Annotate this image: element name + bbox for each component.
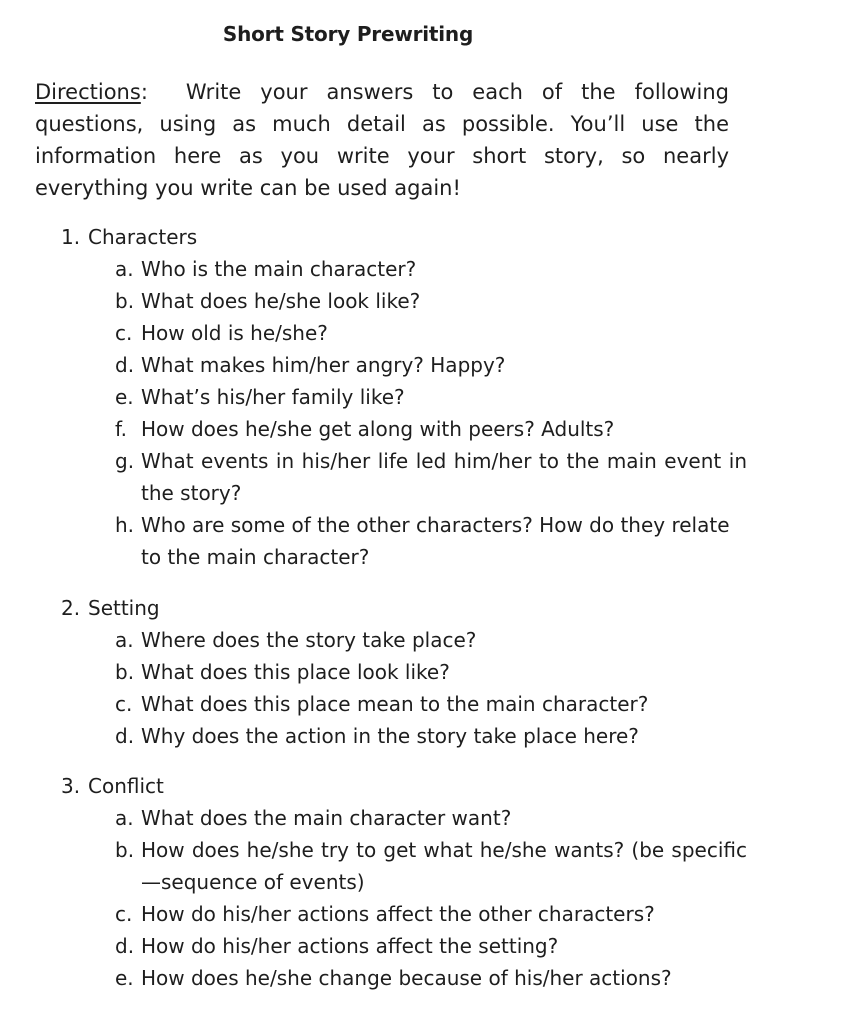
question-item (61, 930, 747, 962)
question-letter: a. (115, 806, 134, 830)
question-item (61, 253, 747, 285)
question-item (61, 962, 747, 994)
section-number: 1. (61, 225, 81, 249)
directions-label: Directions (35, 80, 141, 104)
question-letter: e. (115, 385, 134, 409)
question-text: Why does the action in the story take place here? (141, 724, 639, 748)
question-letter: e. (115, 966, 134, 990)
question-item (61, 445, 747, 509)
question-item (61, 834, 747, 898)
question-letter: c. (115, 902, 133, 926)
question-text: What’s his/her family like? (141, 385, 405, 409)
directions-colon: : (140, 80, 148, 104)
question-item (61, 802, 747, 834)
question-text: How does he/she get along with peers? Adults? (141, 417, 615, 441)
question-letter: f. (115, 417, 127, 441)
directions-paragraph (35, 76, 729, 204)
question-text: What events in his/her life led him/her to the main event in the story? (141, 449, 747, 505)
question-letter: d. (115, 353, 135, 377)
question-item (61, 624, 747, 656)
question-letter: d. (115, 724, 135, 748)
question-letter: b. (115, 838, 135, 862)
section-characters (61, 221, 761, 573)
section-title: Conflict (88, 774, 164, 798)
section-setting (61, 592, 761, 752)
question-text: How old is he/she? (141, 321, 328, 345)
question-item (61, 349, 747, 381)
section-number: 2. (61, 596, 81, 620)
section-heading (61, 592, 761, 624)
question-letter: g. (115, 449, 135, 473)
question-letter: a. (115, 628, 134, 652)
question-item (61, 688, 747, 720)
question-item (61, 285, 747, 317)
document-title: Short Story Prewriting (222, 22, 474, 46)
question-text: What does he/she look like? (141, 289, 421, 313)
question-text: How does he/she change because of his/her actions? (141, 966, 672, 990)
question-text: What does this place mean to the main character? (141, 692, 649, 716)
section-title: Characters (88, 225, 198, 249)
question-letter: d. (115, 934, 135, 958)
section-conflict (61, 770, 761, 994)
question-text: What makes him/her angry? Happy? (141, 353, 506, 377)
section-number: 3. (61, 774, 81, 798)
question-letter: a. (115, 257, 134, 281)
question-item (61, 898, 747, 930)
question-text: Where does the story take place? (141, 628, 477, 652)
directions-text: Write your answers to each of the following questions, using as much detail as possible. You’ll use the information here as you write your short story, so nearly everything you write can be used again! (35, 80, 729, 200)
section-heading (61, 770, 761, 802)
section-title: Setting (88, 596, 160, 620)
question-item (61, 720, 747, 752)
question-item (61, 656, 747, 688)
question-letter: b. (115, 660, 135, 684)
question-text: What does this place look like? (141, 660, 450, 684)
question-text: Who is the main character? (141, 257, 417, 281)
question-text: How do his/her actions affect the setting? (141, 934, 559, 958)
question-text: What does the main character want? (141, 806, 512, 830)
question-letter: c. (115, 692, 133, 716)
question-item (61, 509, 747, 573)
question-item (61, 317, 747, 349)
question-text: How does he/she try to get what he/she wants? (be specific—sequence of events) (141, 838, 747, 894)
question-letter: h. (115, 513, 135, 537)
question-item (61, 381, 747, 413)
question-text: Who are some of the other characters? How do they relate to the main character? (141, 513, 730, 569)
question-letter: c. (115, 321, 133, 345)
question-letter: b. (115, 289, 135, 313)
question-text: How do his/her actions affect the other characters? (141, 902, 655, 926)
section-heading (61, 221, 761, 253)
question-item (61, 413, 747, 445)
